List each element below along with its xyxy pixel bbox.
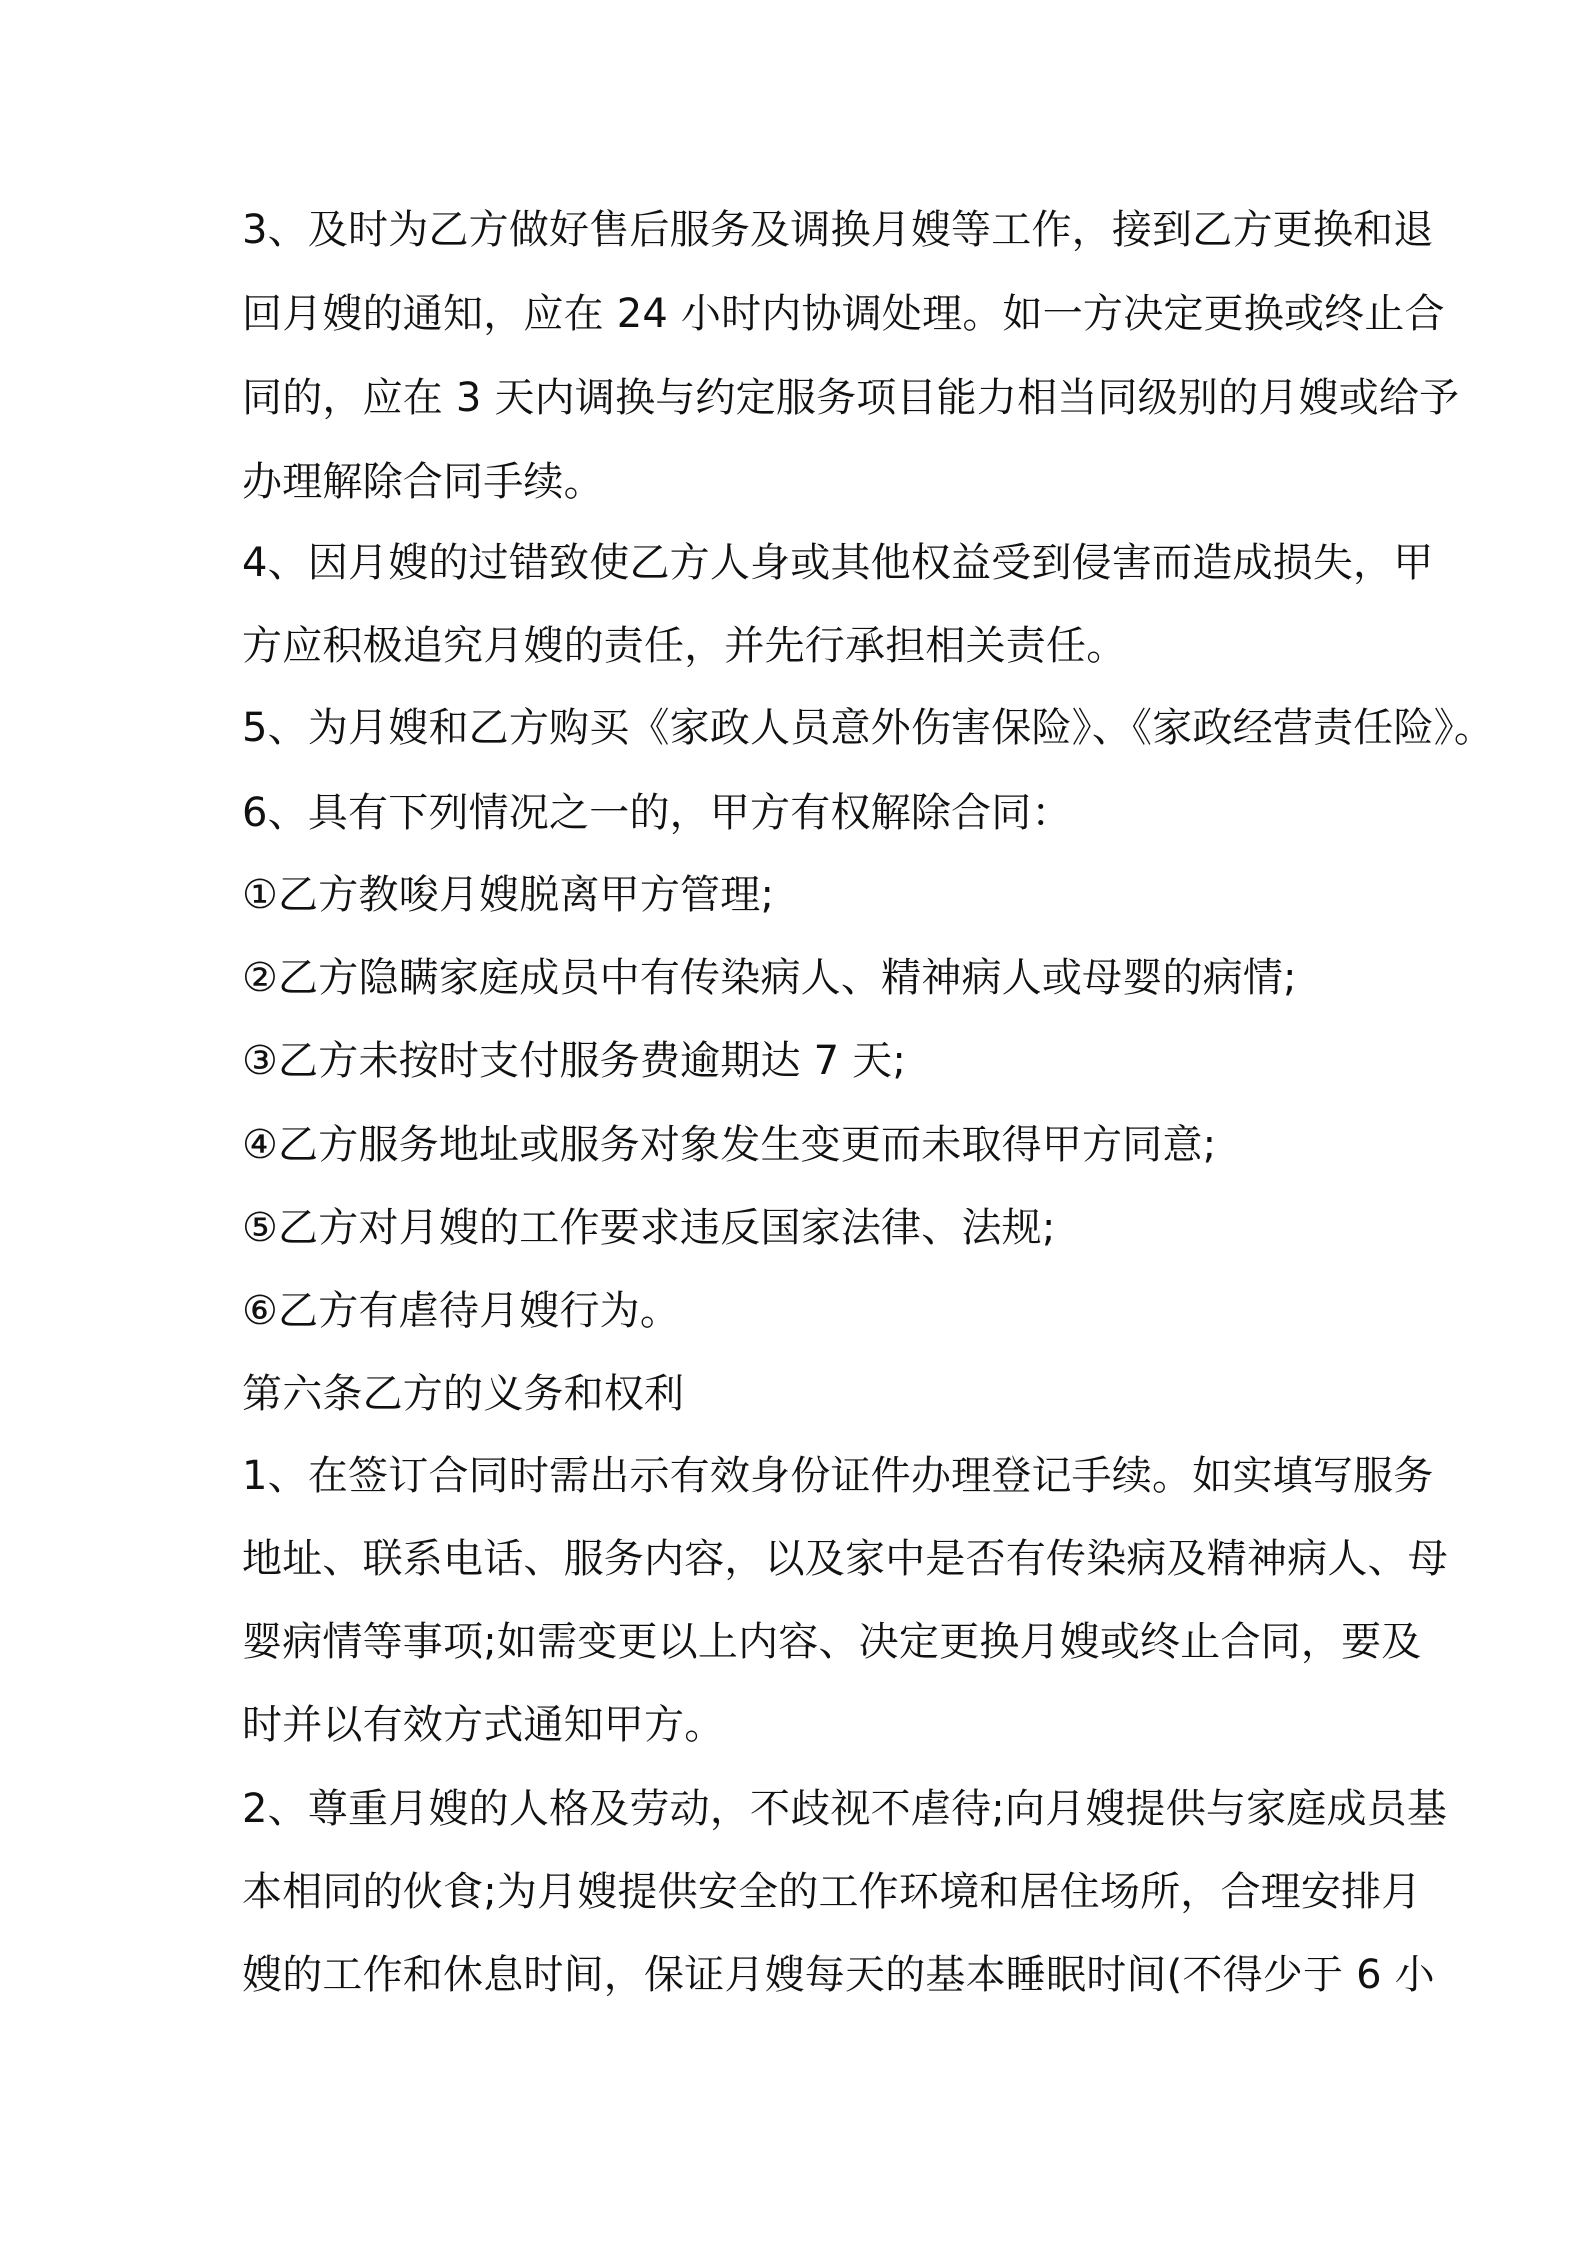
text-line: 嫂的工作和休息时间，保证月嫂每天的基本睡眠时间(不得少于 6 小 (242, 1952, 1435, 1998)
text-line: 婴病情等事项;如需变更以上内容、决定更换月嫂或终止合同，要及 (242, 1619, 1422, 1665)
text-line: 回月嫂的通知，应在 24 小时内协调处理。如一方决定更换或终止合 (242, 291, 1445, 337)
text-line: 3、及时为乙方做好售后服务及调换月嫂等工作，接到乙方更换和退 (242, 207, 1434, 253)
text-line: 办理解除合同手续。 (242, 459, 604, 505)
list-item: ④乙方服务地址或服务对象发生变更而未取得甲方同意; (242, 1122, 1217, 1168)
list-item: ③乙方未按时支付服务费逾期达 7 天; (242, 1038, 907, 1084)
text-line: 2、尊重月嫂的人格及劳动，不歧视不虐待;向月嫂提供与家庭成员基 (242, 1786, 1448, 1832)
text-line: 5、为月嫂和乙方购买《家政人员意外伤害保险》、《家政经营责任险》。 (242, 705, 1495, 751)
list-item: ⑥乙方有虐待月嫂行为。 (242, 1288, 681, 1334)
text-line: 4、因月嫂的过错致使乙方人身或其他权益受到侵害而造成损失，甲 (242, 540, 1434, 586)
text-line: 方应积极追究月嫂的责任，并先行承担相关责任。 (242, 623, 1127, 669)
list-item: ⑤乙方对月嫂的工作要求违反国家法律、法规; (242, 1205, 1056, 1251)
section-heading: 第六条乙方的义务和权利 (242, 1371, 685, 1417)
text-line: 同的，应在 3 天内调换与约定服务项目能力相当同级别的月嫂或给予 (242, 375, 1460, 421)
text-line: 6、具有下列情况之一的，甲方有权解除合同： (242, 790, 1072, 836)
text-line: 地址、联系电话、服务内容，以及家中是否有传染病及精神病人、母 (242, 1536, 1448, 1582)
list-item: ②乙方隐瞒家庭成员中有传染病人、精神病人或母婴的病情; (242, 955, 1297, 1001)
list-item: ①乙方教唆月嫂脱离甲方管理; (242, 872, 775, 918)
text-line: 时并以有效方式通知甲方。 (242, 1702, 725, 1748)
text-line: 本相同的伙食;为月嫂提供安全的工作环境和居住场所，合理安排月 (242, 1869, 1422, 1915)
text-line: 1、在签订合同时需出示有效身份证件办理登记手续。如实填写服务 (242, 1453, 1434, 1499)
